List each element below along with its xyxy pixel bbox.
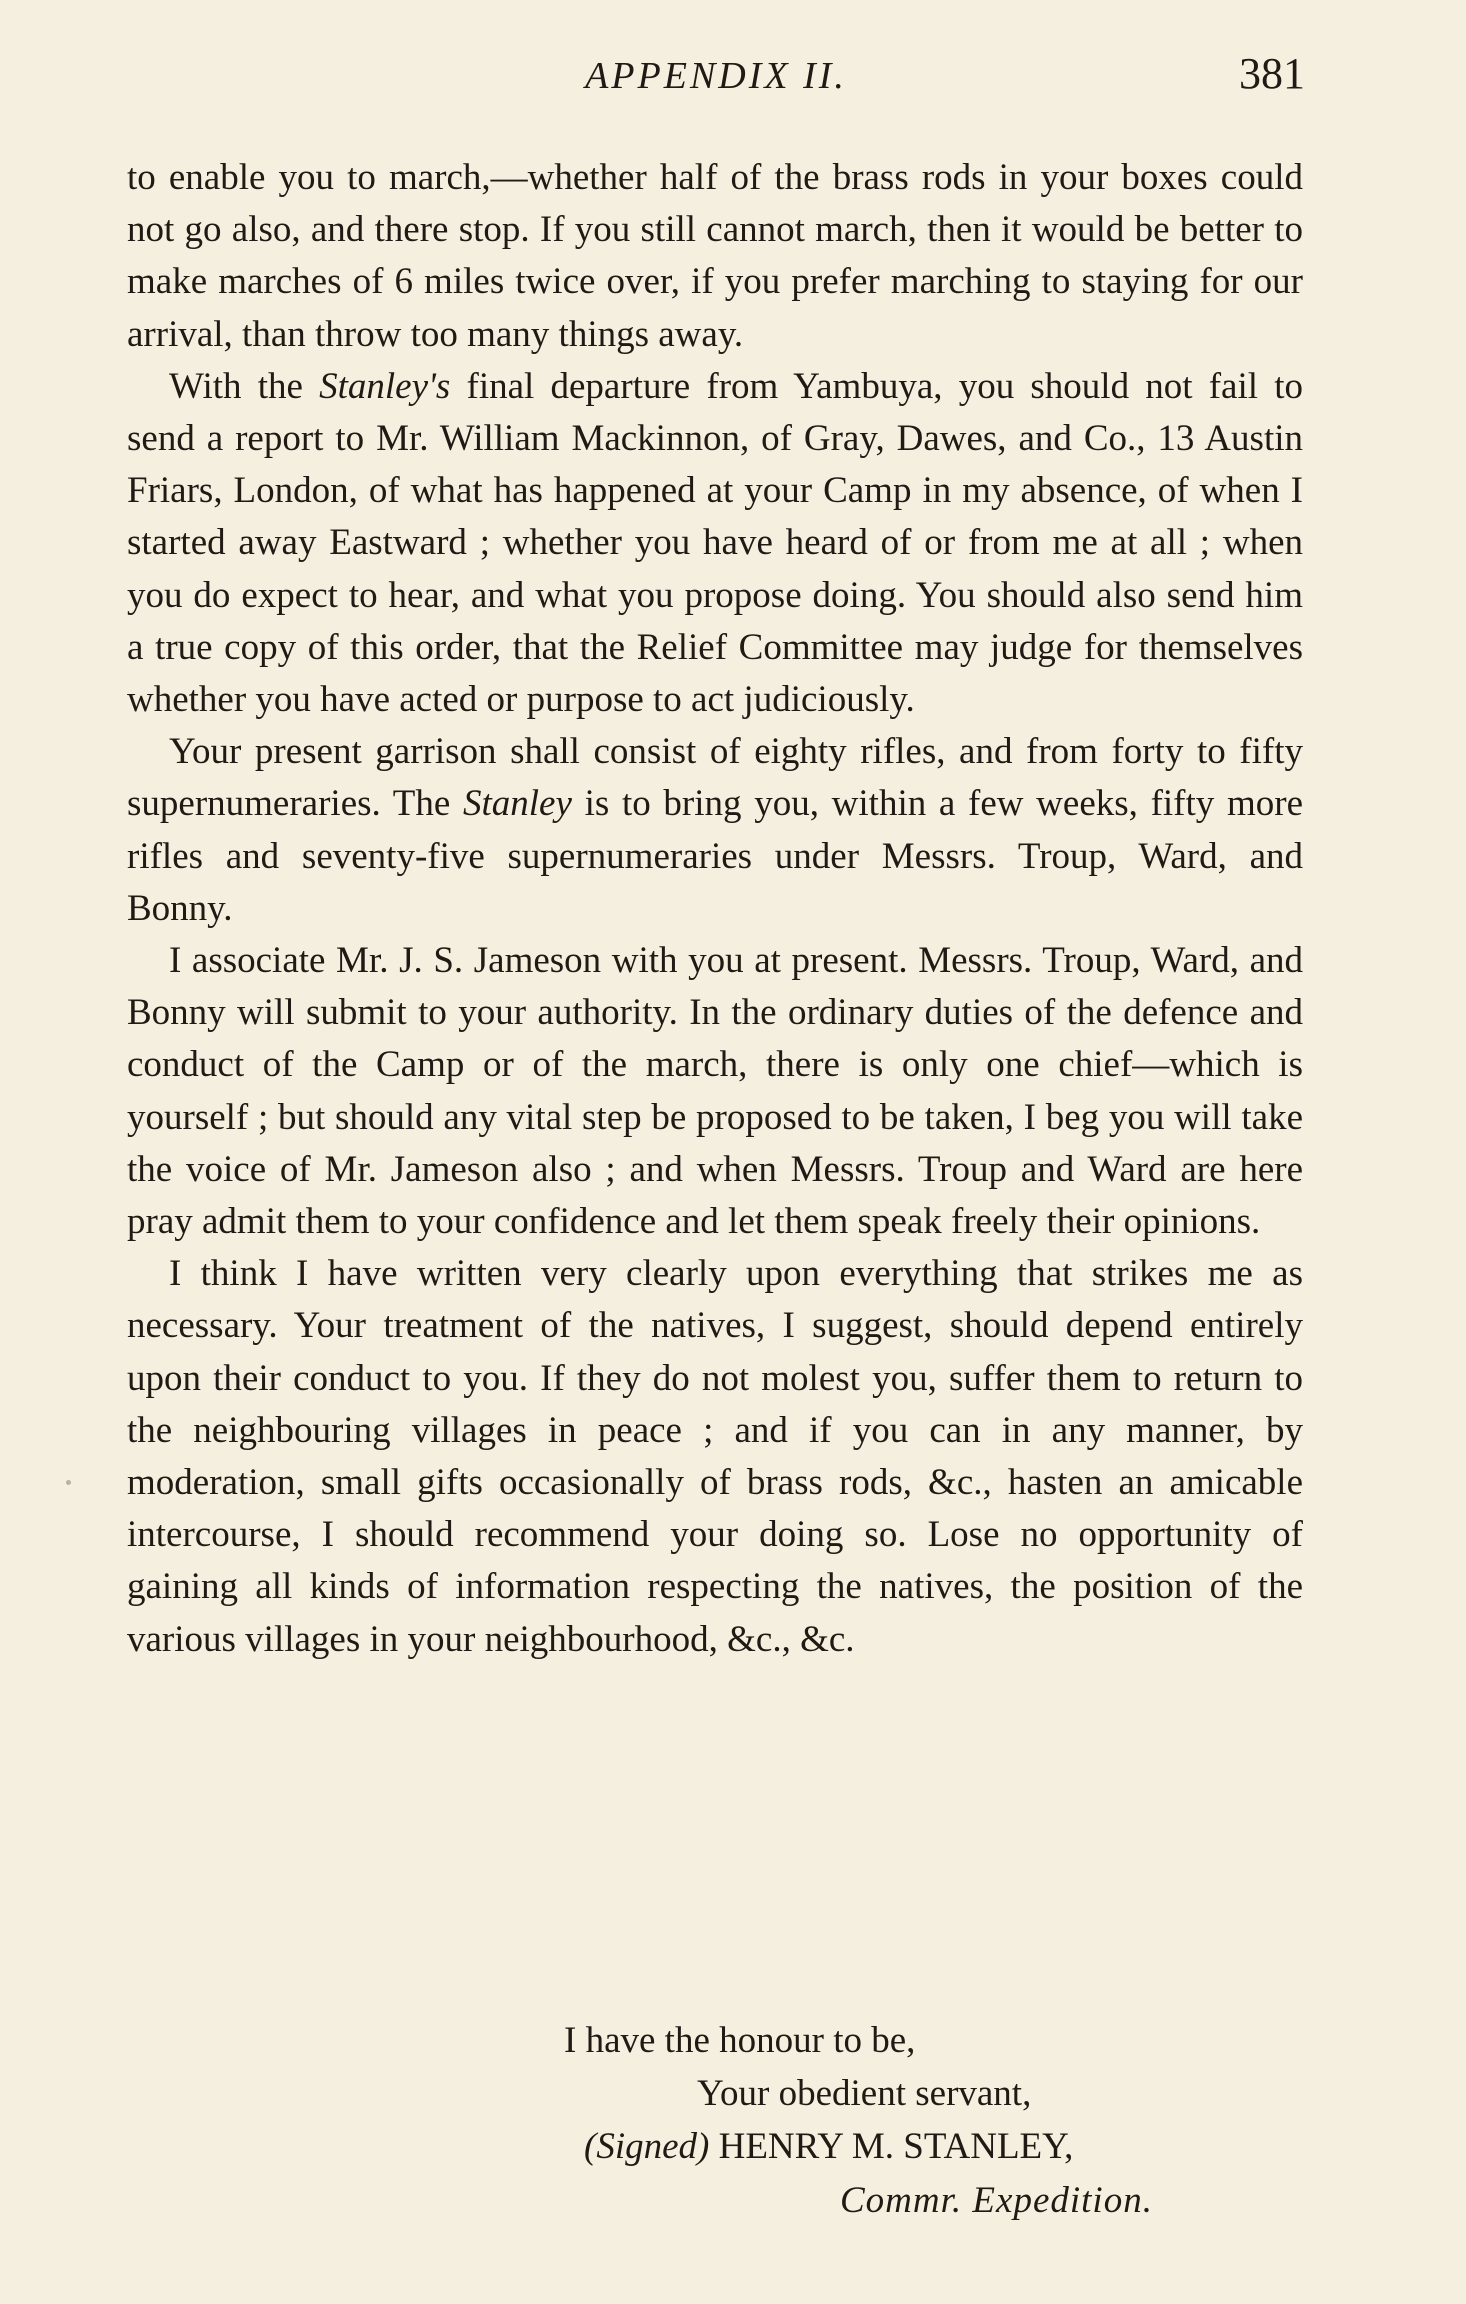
- paragraph-text: I think I have written very clearly upon everything that strikes me as necessary. Your treatment of the natives, I suggest, should depend entirely upon their conduct to you. If they do not molest you, suffer them to return to the neighbouring villages in peace ; and if you can in any manner, by moderation, small gifts occasionally of brass rods, &c., hasten an amicable intercourse, I should recommend your doing so. Lose no opportunity of gaining all kinds of information respecting the natives, the position of the various villages in your neighbourhood, &c., &c.: [127, 1253, 1303, 1660]
- closing-servant: Your obedient servant,: [697, 2073, 1032, 2114]
- paragraph-text: to enable you to march,—whether half of the brass rods in your boxes could not go also, and there stop. If you still cannot march, then it would be better to make marches of 6 miles twice over, if you prefer marching to staying for our arrival, than throw too many things away.: [127, 157, 1303, 355]
- paragraph: [127, 1248, 1303, 1666]
- paragraph: [127, 935, 1303, 1248]
- paragraph-text: Your present garrison shall consist of eighty rifles, and from forty to fifty supernumeraries. The: [127, 731, 1303, 825]
- italic-text: Stanley: [463, 783, 572, 825]
- running-head: APPENDIX II.: [585, 55, 847, 97]
- signature-name: HENRY M. STANLEY,: [718, 2126, 1074, 2167]
- paragraph: [127, 152, 1303, 361]
- signature-title: Commr. Expedition.: [840, 2180, 1153, 2221]
- body-text: [127, 152, 1303, 1666]
- paragraph-text: is to bring you, within a few weeks, fifty more rifles and seventy-five supernumeraries under Messrs. Troup, Ward, and Bonny.: [127, 783, 1303, 929]
- signed-label: (Signed): [584, 2126, 710, 2167]
- closing-salutation: I have the honour to be,: [564, 2020, 916, 2061]
- margin-mark: [66, 1480, 71, 1485]
- page-header: [127, 48, 1305, 104]
- signature-line: [584, 2121, 1073, 2173]
- paragraph-text: With the: [169, 365, 320, 407]
- paragraph-text: final departure from Yambuya, you should not fail to send a report to Mr. William Mackinnon, of Gray, Dawes, and Co., 13 Austin Friars, London, of what has happened at your Camp in my absence, of when I started away Eastward ; whether you have heard of or from me at all ; when you do expect to hear, and what you propose doing. You should also send him a true copy of this order, that the Relief Committee may judge for themselves whether you have acted or purpose to act judiciously.: [127, 365, 1304, 721]
- paragraph: [127, 726, 1303, 935]
- page-number: 381: [1239, 49, 1305, 98]
- paragraph: [127, 361, 1303, 726]
- paragraph-text: I associate Mr. J. S. Jameson with you at present. Messrs. Troup, Ward, and Bonny will submit to your authority. In the ordinary duties of the defence and conduct of the Camp or of the march, there is only one chief—which is yourself ; but should any vital step be proposed to be taken, I beg you will take the voice of Mr. Jameson also ; and when Messrs. Troup and Ward are here pray admit them to your confidence and let them speak freely their opinions.: [127, 940, 1303, 1243]
- italic-text: Stanley's: [319, 365, 451, 407]
